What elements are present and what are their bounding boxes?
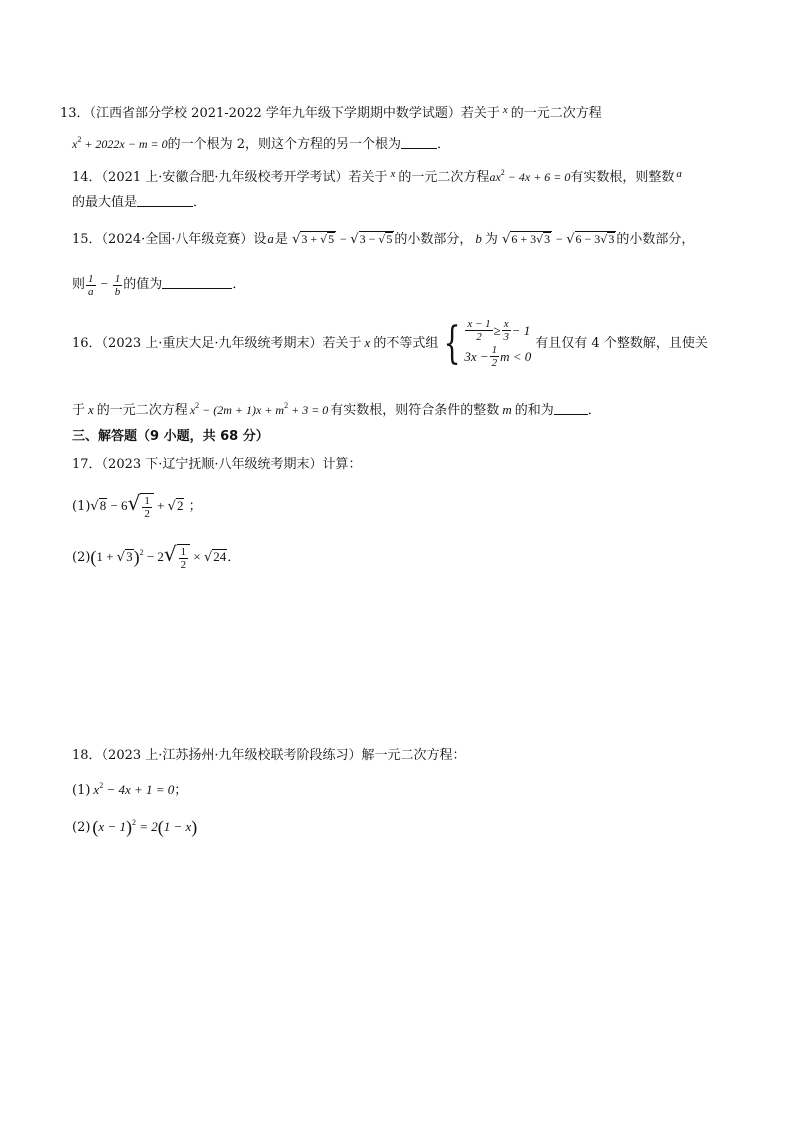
- q14-line2: 的最大值是 ．: [72, 195, 207, 210]
- q17-part1: (1)√8 − 6√ $\frac{1}{2}$ + √2 ；: [72, 491, 202, 520]
- q14-equation: $ax^2 - 4x + 6 = 0$: [489, 168, 571, 184]
- answer-blank[interactable]: [162, 276, 232, 289]
- q17-part2: $(2)(1 + √3)^2 - 2√$ $\frac{1}{2}$ × √24．: [72, 542, 241, 571]
- q15-fraction-expr: $\frac{1}{a}$ − $\frac{1}{b}$: [88, 272, 121, 298]
- q18-equation1: $x^2 - 4x + 1 = 0$: [93, 781, 175, 797]
- q16-line2: 于 x 的一元二次方程 $x^2 - (2m + 1)x + m^2 + 3 = 0$ 有实数根，则符合条件的整数 m 的和为 ．: [72, 401, 601, 418]
- q14-line1: 14．（2021 上·安徽合肥·九年级校考开学考试）若关于 $^x$ 的一元二次方程$ax^2 - 4x + 6 = 0$有实数根，则整数 $^a$: [72, 168, 682, 185]
- var-x: x: [364, 335, 371, 350]
- var-b: b: [475, 231, 482, 246]
- inequality-system: { $\frac{x - 1}{2}$ ≥ $\frac{x}{3}$ − 1 3x − $\frac{1}{2}$ m < 0: [443, 317, 532, 369]
- answer-blank[interactable]: [401, 136, 437, 149]
- var-a: a: [267, 231, 274, 246]
- q16-equation: $x^2 - (2m + 1)x + m^2 + 3 = 0$: [189, 401, 329, 417]
- q17-expr1: √8 − 6√ $\frac{1}{2}$ + √2: [90, 491, 184, 520]
- q16-line1: 16．（2023 上·重庆大足·九年级统考期末）若关于 x 的不等式组 { $\frac{x - 1}{2}$ ≥ $\frac{x}{3}$ − 1 3x − $\frac{1}{2}$ m < 0 有且仅有 4 个整数解，且使关: [72, 317, 708, 369]
- q15-expr-a: √3 + √5 − √3 − √5: [292, 232, 393, 247]
- q18-part1: (1) $x^2 - 4x + 1 = 0$；: [72, 781, 188, 798]
- section-heading: 三、解答题（9 小题，共 68 分）: [72, 429, 269, 444]
- q13-equation: $x^2 + 2022x - m = 0$: [72, 135, 168, 151]
- q17-expr2: $(1 + √3)^2 - 2√$ $\frac{1}{2}$ × √24: [90, 542, 227, 571]
- q15-expr-b: √6 + 3√3 − √6 − 3√3: [502, 232, 615, 247]
- q13-line2: $x^2 + 2022x - m = 0$的一个根为 2，则这个方程的另一个根为 ．: [72, 135, 451, 152]
- q17-line1: 17．（2023 下·辽宁抚顺·八年级统考期末）计算：: [72, 457, 362, 472]
- q18-part2: (2) $(x - 1)^2 = 2(1 - x)$: [72, 817, 198, 837]
- q15-line2: 则 $\frac{1}{a}$ − $\frac{1}{b}$ 的值为 ．: [72, 272, 246, 298]
- answer-blank[interactable]: [137, 194, 193, 207]
- answer-blank[interactable]: [554, 402, 588, 415]
- q18-line1: 18．（2023 上·江苏扬州·九年级校联考阶段练习）解一元二次方程：: [72, 748, 466, 763]
- q15-line1: 15．（2024·全国·八年级竞赛）设a是 √3 + √5 − √3 − √5 的小数部分， b 为 √6 + 3√3 − √6 − 3√3 的小数部分，: [72, 231, 695, 247]
- q13-line1: 13．（江西省部分学校 2021-2022 学年九年级下学期期中数学试题）若关于 $^x$ 的一元二次方程: [60, 104, 602, 121]
- q18-equation2: $(x - 1)^2 = 2(1 - x)$: [92, 817, 198, 837]
- var-x: x: [502, 104, 508, 116]
- var-x: x: [390, 168, 396, 180]
- var-a: a: [676, 168, 682, 180]
- var-m: m: [502, 402, 512, 417]
